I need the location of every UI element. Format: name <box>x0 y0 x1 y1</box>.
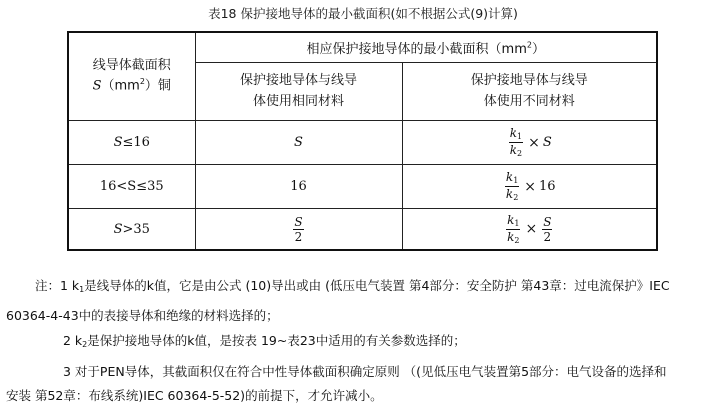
table-row <box>68 121 657 165</box>
note-2: 2 $k_2$是保护接地导体的k值，是按表 19~表23中适用的有关参数选择的； <box>63 333 466 349</box>
col-header-different-material: 保护接地导体与线导 体使用不同材料 <box>402 63 657 121</box>
range-cell: 16<S≤35 <box>68 165 195 209</box>
note-1-continued: 60364-4-43中的表接导体和绝缘的材料选择的； <box>6 308 279 323</box>
corner-header-line1: 线导体截面积 <box>92 57 171 73</box>
note-3-continued: 安装 第52章：布线系统)IEC 60364-5-52)的前提下，才允许减小。 <box>6 388 383 403</box>
corner-header-line2: $S(mm^2)$铜 <box>92 77 171 94</box>
note-1: 注：1 $k_1$是线导体的k值，它是由公式 (10)导出或由 (低压电气装置 第4部分：安全防护 第43章：过电流保护》IEC <box>35 278 670 294</box>
table-row <box>68 209 657 251</box>
different-material-value: $\frac{k_1}{k_2}$ × S <box>402 121 657 165</box>
group-header: 相应保护接地导体的最小截面积$(mm^2)$ <box>195 32 657 63</box>
different-material-value: $\frac{k_1}{k_2}$ × $\frac{S}{2}$ <box>402 209 657 251</box>
same-material-value: S <box>195 121 402 165</box>
range-cell: S≤16 <box>68 121 195 165</box>
note-3: 3 对于PEN导体，其截面积仅在符合中性导体截面积确定原则 （(见低压电气装置第5部分：电气设备的选择和 <box>63 364 667 379</box>
corner-header <box>68 32 195 121</box>
col-header-same-material: 保护接地导体与线导 体使用相同材料 <box>195 63 402 121</box>
same-material-value: 16 <box>195 165 402 209</box>
same-material-value: $\frac{S}{2}$ <box>195 209 402 251</box>
different-material-value: $\frac{k_1}{k_2}$ × 16 <box>402 165 657 209</box>
table-title: 表18 保护接地导体的最小截面积(如不根据公式(9)计算) <box>208 6 518 21</box>
min-cross-section-table <box>67 31 658 251</box>
range-cell: S>35 <box>68 209 195 251</box>
table-row <box>68 165 657 209</box>
